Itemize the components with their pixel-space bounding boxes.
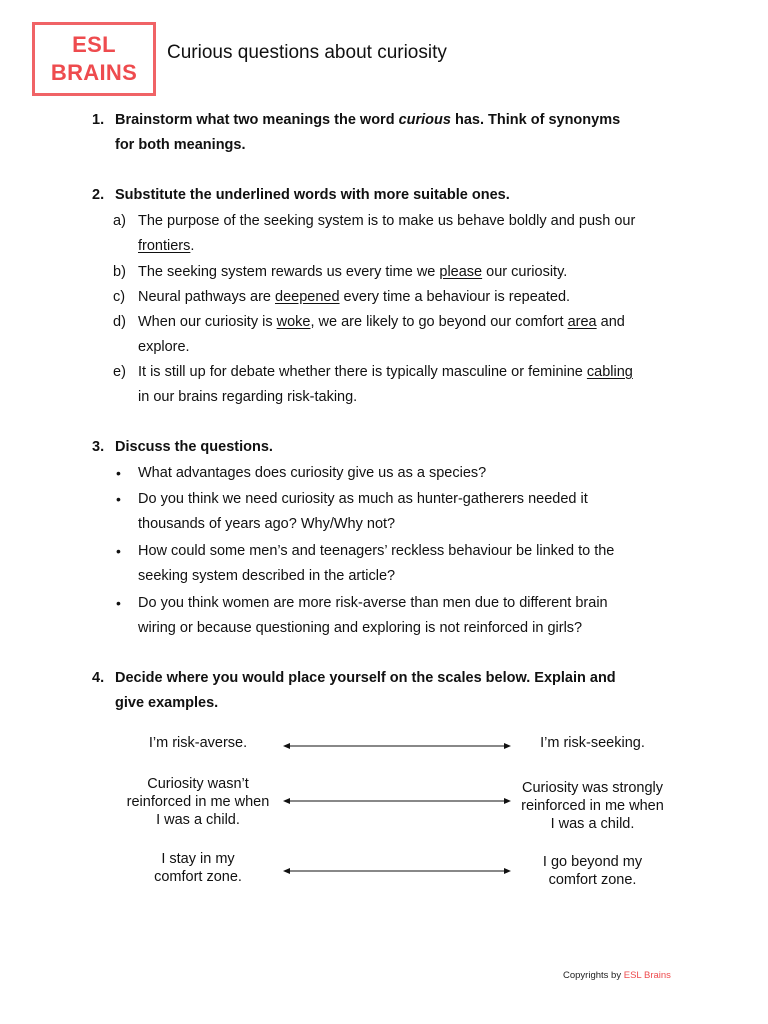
item-label: e) [113, 364, 126, 380]
item-d-line-2: explore. [138, 339, 190, 355]
question-3-number: 3. [92, 439, 105, 455]
bullet-2-line-2: thousands of years ago? Why/Why not? [138, 516, 396, 532]
bullet-2-line-1: Do you think we need curiosity as much as hunter-gatherers needed it [138, 491, 588, 507]
bullet-4-line-1: Do you think women are more risk-averse than men due to different brain [138, 595, 608, 611]
bullet-icon: • [116, 491, 121, 507]
copyright-footer: Copyrights by ESL Brains [563, 970, 671, 981]
logo-line-2: BRAINS [50, 60, 138, 85]
item-label: a) [113, 213, 126, 229]
scale-3-left-label: I stay in my comfort zone. [154, 851, 242, 885]
scale-3-right-label: I go beyond my comfort zone. [542, 854, 643, 888]
underlined-word: please [439, 264, 483, 280]
logo-line-1: ESL [72, 32, 116, 57]
double-arrow-icon [282, 795, 512, 807]
bullet-icon: • [116, 543, 121, 559]
question-4-line-1: Decide where you would place yourself on the scales below. Explain and [115, 670, 616, 686]
underlined-word: woke [276, 314, 311, 330]
question-1-line-2: for both meanings. [115, 137, 246, 153]
question-2-text: Substitute the underlined words with more suitable ones. [115, 187, 510, 203]
scale-2-right-label: Curiosity was strongly reinforced in me when I was a child. [521, 780, 664, 832]
item-a-line-2: frontiers. [138, 238, 195, 254]
item-e-line-1: It is still up for debate whether there is typically masculine or feminine cabling [138, 364, 633, 380]
item-label: d) [113, 314, 126, 330]
esl-brains-logo [32, 22, 156, 96]
item-label: c) [113, 289, 126, 305]
question-1-line-1: Brainstorm what two meanings the word curious has. Think of synonyms [115, 112, 621, 128]
item-c-line-1: Neural pathways are deepened every time a behaviour is repeated. [138, 289, 571, 305]
double-arrow-icon [282, 865, 512, 877]
question-1-number: 1. [92, 112, 105, 128]
scale-1-left-label: I’m risk-averse. [148, 735, 248, 751]
bullet-3-line-2: seeking system described in the article? [138, 568, 396, 584]
item-e-line-2: in our brains regarding risk-taking. [138, 389, 358, 405]
item-a-line-1: The purpose of the seeking system is to make us behave boldly and push our [138, 213, 636, 229]
underlined-word: frontiers [138, 238, 191, 254]
bullet-3-line-1: How could some men’s and teenagers’ reckless behaviour be linked to the [138, 543, 615, 559]
underlined-word: cabling [586, 364, 633, 380]
bullet-4-line-2: wiring or because questioning and exploring is not reinforced in girls? [138, 620, 583, 636]
curious-word: curious [398, 112, 451, 128]
page-title: Curious questions about curiosity [167, 42, 447, 63]
underlined-word: area [567, 314, 597, 330]
underlined-word: deepened [275, 289, 340, 305]
scale-2-left-label: Curiosity wasn’t reinforced in me when I was a child. [126, 776, 270, 828]
question-4-number: 4. [92, 670, 105, 686]
item-b-line-1: The seeking system rewards us every time we please our curiosity. [138, 264, 568, 280]
scale-1-right-label: I’m risk-seeking. [540, 735, 645, 751]
double-arrow-icon [282, 740, 512, 752]
question-4-line-2: give examples. [115, 695, 219, 711]
question-3-text: Discuss the questions. [115, 439, 273, 455]
question-2-number: 2. [92, 187, 105, 203]
footer-brand: ESL Brains [623, 970, 671, 981]
bullet-1-line-1: What advantages does curiosity give us as a species? [138, 465, 487, 481]
item-label: b) [113, 264, 126, 280]
bullet-icon: • [116, 465, 121, 481]
bullet-icon: • [116, 595, 121, 611]
item-d-line-1: When our curiosity is woke, we are likely to go beyond our comfort area and [138, 314, 625, 330]
